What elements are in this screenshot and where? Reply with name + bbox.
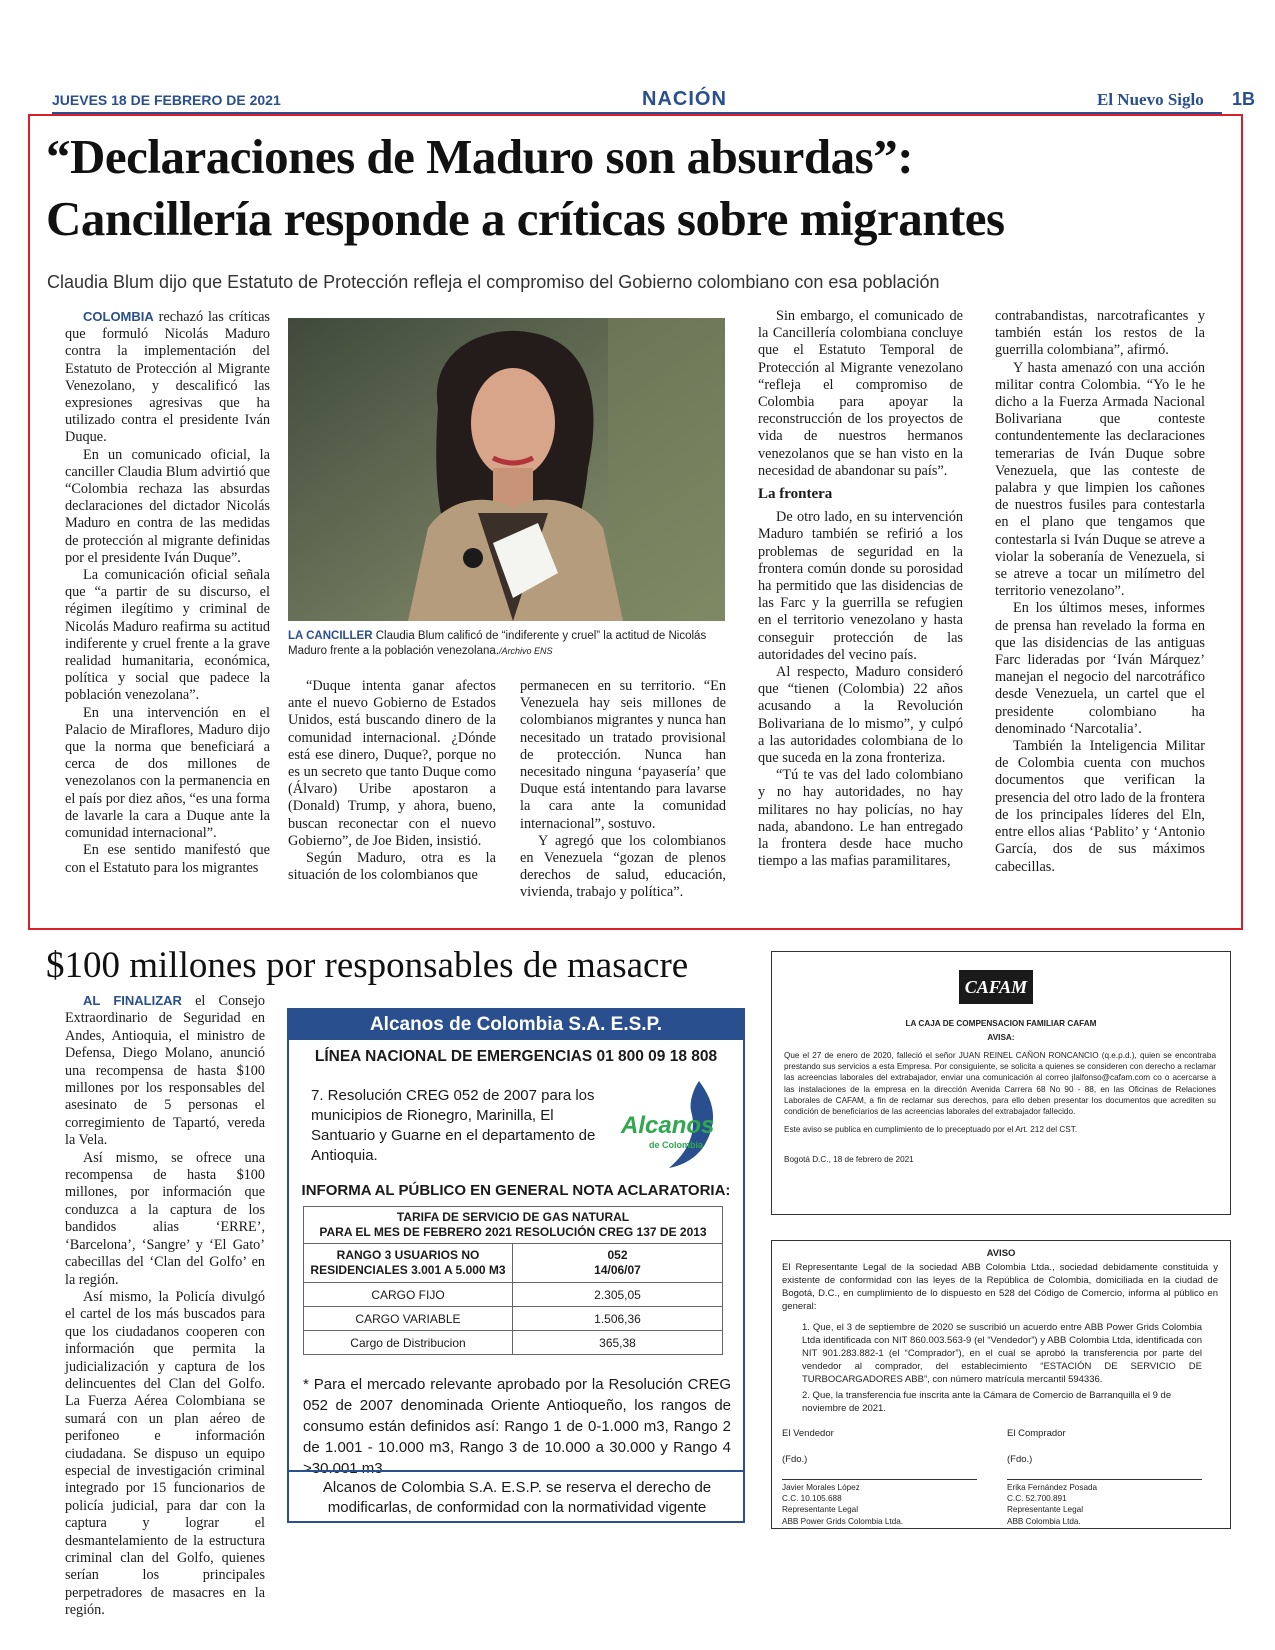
- table-row: CARGO FIJO 2.305,05: [304, 1283, 723, 1307]
- paragraph: En ese sentido manifestó que con el Estatuto para los migrantes: [65, 842, 270, 876]
- buyer-label: El Comprador: [1007, 1428, 1066, 1439]
- paragraph: En una intervención en el Palacio de Miraflores, Maduro dijo que la norma que beneficiará a cerca de dos millones de venezolanos con la permanencia en el país por diez años, “es una forma de lavarle la cara a Duque ante la comunidad internacional”.: [65, 704, 270, 842]
- photo-caption: [288, 629, 725, 659]
- logo-subtitle: de Colombia: [649, 1140, 704, 1150]
- alcanos-logo: [619, 1076, 729, 1171]
- article-column-3: [520, 678, 726, 902]
- article2-column: [65, 992, 265, 1620]
- abb-intro: El Representante Legal de la sociedad ABB Colombia Ltda., sociedad debidamente constituida y existente de conformidad con las leyes de la República de Colombia, domiciliada en la ciudad de Bogotá, D.C., en cumplimiento de lo dispuesto en 528 del Código de Comercio, informa al público en general:: [782, 1262, 1218, 1312]
- seller-signed: (Fdo.): [782, 1454, 808, 1465]
- ad-title: Alcanos de Colombia S.A. E.S.P.: [289, 1010, 743, 1040]
- article-column-1: [65, 308, 270, 877]
- cafam-compliance: Este aviso se publica en cumplimiento de lo preceptuado por el Art. 212 del CST.: [784, 1125, 1078, 1134]
- cafam-logo: CAFAM: [959, 970, 1033, 1004]
- abb-item-1: 1. Que, el 3 de septiembre de 2020 se suscribió un acuerdo entre ABB Power Grids Colombia Ltda identificada con NIT 860.003.563-9 (el “Vendedor”) y ABB Colombia Ltda, identificada con NIT 901.283.882-1 (el “Comprador”), en el cual se aprobó la transferencia por parte del vendedor al comprador, del establecimiento “ESTACIÓN DE SERVICIO DE TURBOCARGADORES ABB”, con número matrícula mercantil 594336.: [802, 1322, 1202, 1385]
- table-row: CARGO VARIABLE 1.506,36: [304, 1307, 723, 1331]
- page-number: 1B: [1232, 89, 1256, 109]
- paragraph: Así mismo, la Policía divulgó el cartel de los más buscados para que los ciudadanos cooperen con información que permita la judicialización y captura de los delincuentes del Clan del Golfo. La Fuerza Aérea Colombiana se sumará con un plan aéreo de perifoneo e información ciudadana. Se dispuso un equipo especial de investigación criminal integrado por 15 funcionarios de policía judicial, para dar con la captura y lograr el desmantelamiento de la estructura criminal clan del Golfo, quienes serían los principales perpetradores de masacres en la región.: [65, 1288, 265, 1619]
- subheading: La frontera: [758, 486, 833, 503]
- cafam-body: Que el 27 de enero de 2020, falleció el señor JUAN REINEL CAÑON RONCANCIO (q.e.p.d.), quien se encontraba prestando sus servicios a esta Empresa. Por consiguiente, se solicita a quienes se consideren con derecho a reclamar las acreencias laborales del extrabajador, enviar una comunicación al correo jlalfonso@cafam.com co o acercarse a las instalaciones de la empresa en la dirección Avenida Carrera 68 No 90 - 88, en las Oficinas de Relaciones Laborales de CAFAM, a fin de reclamar sus derechos, para ello deben presentar los documentos que acrediten su condición de beneficiarios de las acreencias laborales del extrabajador fallecido.: [784, 1051, 1216, 1117]
- cafam-date: Bogotá D.C., 18 de febrero de 2021: [784, 1155, 914, 1164]
- table-title: TARIFA DE SERVICIO DE GAS NATURAL PARA EL MES DE FEBRERO 2021 RESOLUCIÓN CREG 137 DE 2013: [304, 1207, 723, 1244]
- abb-item-2: 2. Que, la transferencia fue inscrita ante la Cámara de Comercio de Barranquilla el 9 de noviembre de 2021.: [802, 1390, 1172, 1414]
- paragraph: “Tú te vas del lado colombiano y no hay autoridades, no hay militares no hay policías, no hay nada, abandono. Le han entregado la frontera desde hace mucho tiempo a las mafias paramilitares,: [758, 767, 963, 870]
- paragraph: COLOMBIA rechazó las críticas que formuló Nicolás Maduro contra la implementación del Estatuto de Protección al Migrante Venezolano, y descalificó las expresiones agresivas que ha utilizado contra el presidente Iván Duque.: [65, 309, 270, 446]
- article-photo: [288, 318, 725, 621]
- table-head-left: RANGO 3 USUARIOS NO RESIDENCIALES 3.001 A 5.000 M3: [304, 1244, 513, 1283]
- paragraph: Al respecto, Maduro consideró que “tienen (Colombia) 22 años acusando a la Revolución Bolivariana de lo mismo”, y culpó a las autoridades colombiana de lo que suceda en la zona fronteriza.: [758, 664, 963, 767]
- headline-line-2: Cancillería responde a críticas sobre migrantes: [46, 191, 1005, 246]
- paragraph: En los últimos meses, informes de prensa han revelado la forma en que las disidencias de las antiguas Farc lideradas por ‘Iván Márquez’ manejan el negocio del narcotráfico desde Venezuela, un cartel que el presidente colombiano ha denominado ‘Narcotalia’.: [995, 600, 1205, 737]
- paragraph: AL FINALIZAR el Consejo Extraordinario de Seguridad en Andes, Antioquia, el ministro de Defensa, Diego Molano, anunció una recompensa de hasta $100 millones por los responsables del asesinato de 5 personas el corregimiento de Tapartó, vereda la Vela.: [65, 993, 265, 1149]
- article-column-4: [758, 308, 963, 871]
- resolution-text: 7. Resolución CREG 052 de 2007 para los municipios de Rionegro, Marinilla, El Santuario y Guarne en el departamento de Antioquia.: [311, 1087, 596, 1164]
- paragraph: permanecen en su territorio. “En Venezuela hay seis millones de colombianos migrantes y nunca han necesitado un tratado provisional de protección. Nunca han necesitado ninguna ‘payasería’ que Duque está intentando para lavarse la cara ante la comunidad internacional”, sostuvo.: [520, 678, 726, 832]
- paragraph: Así mismo, se ofrece una recompensa de hasta $100 millones, por información que conduzca a la captura de los bandidos alias ‘ERRE’, ‘Barcelona’, ‘Sangre’ y ‘El Gato’ cabecillas del ‘Clan del Golfo’ en la región.: [65, 1149, 265, 1288]
- headline-line-1: “Declaraciones de Maduro son absurdas”:: [46, 129, 914, 184]
- page-header: [52, 88, 1256, 115]
- paragraph: También la Inteligencia Militar de Colombia cuenta con muchos documentos que verifican la presencia del otro lado de la frontera de los principales líderes del Eln, entre ellos alias ‘Pablito’ y ‘Antonio García, dos de sus máximos cabecillas.: [995, 738, 1205, 875]
- buyer-signed: (Fdo.): [1007, 1454, 1033, 1465]
- paragraph: De otro lado, en su intervención Maduro también se refirió a los problemas de seguridad en la frontera común donde su porosidad ha permitido que las disidencias de las Farc y la guerrilla se refugien en el territorio venezolano y hasta conseguir protección de las autoridades del vecino país.: [758, 509, 963, 663]
- paragraph: Según Maduro, otra es la situación de los colombianos que: [288, 850, 496, 884]
- article2-headline: $100 millones por responsables de masacre: [46, 945, 689, 986]
- paragraph: contrabandistas, narcotraficantes y también están los restos de la guerrilla colombiana”, afirmó.: [995, 308, 1205, 359]
- seller-label: El Vendedor: [782, 1428, 834, 1439]
- tariff-table: [303, 1206, 723, 1355]
- notice-title: INFORMA AL PÚBLICO EN GENERAL NOTA ACLARATORIA:: [301, 1182, 731, 1199]
- paragraph: Y hasta amenazó con una acción militar contra Colombia. “Yo le he dicho a la Fuerza Armada Nacional Bolivariana que conteste contundentemente las declaraciones temerarias de Iván Duque sobre Venezuela, que las conteste de palabra y que limpien los cañones de nuestros fusiles para contestarla en el plano que tengamos que contestarla si Iván Duque se atreve a violar la soberanía de Venezuela, si se atreve a tocar un milímetro del territorio venezolano”.: [995, 359, 1205, 600]
- caption-lead: LA CANCILLER: [288, 630, 373, 642]
- section-title: NACIÓN: [642, 88, 727, 110]
- paragraph: Sin embargo, el comunicado de la Cancillería colombiana concluye que el Estatuto Temporal de Protección al Migrante venezolano “refleja el compromiso de Colombia para apoyar la reconstrucción de los proyectos de vida de nuestros hermanos venezolanos que se han visto en la necesidad de abandonar su país”.: [758, 308, 963, 479]
- paragraph: Y agregó que los colombianos en Venezuela “gozan de plenos derechos de salud, educación, vivienda, trabajo y política”.: [520, 832, 726, 901]
- table-head-right: 052 14/06/07: [513, 1244, 723, 1283]
- alcanos-advertisement: [287, 1008, 745, 1523]
- photo-credit: /Archivo ENS: [498, 646, 553, 656]
- article-column-2: [288, 678, 496, 884]
- paragraph: En un comunicado oficial, la canciller Claudia Blum advirtió que “Colombia rechaza las absurdas declaraciones del dictador Nicolás Maduro en contra de las medidas de protección al migrante definidas por el presidente Iván Duque”.: [65, 446, 270, 566]
- cafam-title: AVISA:: [987, 1033, 1015, 1042]
- newspaper-name: El Nuevo Siglo: [1097, 90, 1204, 109]
- logo-word: Alcanos: [621, 1112, 715, 1139]
- emergency-line: LÍNEA NACIONAL DE EMERGENCIAS 01 800 09 18 808: [314, 1048, 718, 1065]
- article-column-5: [995, 308, 1205, 876]
- issue-date: JUEVES 18 DE FEBRERO DE 2021: [52, 92, 281, 108]
- ad-footnote: * Para el mercado relevante aprobado por la Resolución CREG 052 de 2007 denominada Oriente Antioqueño, los rangos de consumo están definidos así: Rango 1 de 0-1.000 m3, Rango 2 de 1.001 - 10.000 m3, Rango 3 de 10.000 a 30.000 y Rango 4 >30.001 m3: [303, 1376, 731, 1477]
- cafam-org: LA CAJA DE COMPENSACION FAMILIAR CAFAM: [905, 1019, 1097, 1028]
- ad-disclaimer: Alcanos de Colombia S.A. E.S.P. se reserva el derecho de modificarlas, de conformidad con la normatividad vigente: [322, 1479, 712, 1516]
- table-row: Cargo de Distribucion 365,38: [304, 1331, 723, 1355]
- abb-title: AVISO: [986, 1248, 1016, 1259]
- seller-signature-block: Javier Morales López C.C. 10.105.688 Representante Legal ABB Power Grids Colombia Ltda.: [782, 1483, 904, 1526]
- lead-word: AL FINALIZAR: [83, 993, 182, 1008]
- paragraph: La comunicación oficial señala que “a partir de su discurso, el régimen ilegítimo y criminal de Nicolás Maduro reafirma su actitud indiferente y cruel frente a la grave realidad humanitaria, económica, política y social que padece la población venezolana”.: [65, 567, 270, 704]
- canciller-photo-illustration: [288, 318, 725, 621]
- lead-word: COLOMBIA: [83, 309, 154, 324]
- caption-text: Claudia Blum calificó de “indiferente y cruel” la actitud de Nicolás Maduro frente a la población venezolana.: [288, 630, 707, 657]
- abb-notice: [771, 1240, 1231, 1529]
- article-subtitle: Claudia Blum dijo que Estatuto de Protección refleja el compromiso del Gobierno colombiano con esa población: [47, 272, 940, 292]
- buyer-signature-block: Erika Fernández Posada C.C. 52.700.891 Representante Legal ABB Colombia Ltda.: [1007, 1483, 1098, 1526]
- cafam-notice: [771, 951, 1231, 1215]
- paragraph: “Duque intenta ganar afectos ante el nuevo Gobierno de Estados Unidos, está buscando dinero de la comunidad internacional. ¿Dónde está ese dinero, Duque?, porque no es un secreto que tanto Duque como (Álvaro) Uribe apostaron a (Donald) Trump, y ahora, bueno, buscan reconectar con el nuevo Gobierno”, de Joe Biden, insistió.: [288, 678, 496, 849]
